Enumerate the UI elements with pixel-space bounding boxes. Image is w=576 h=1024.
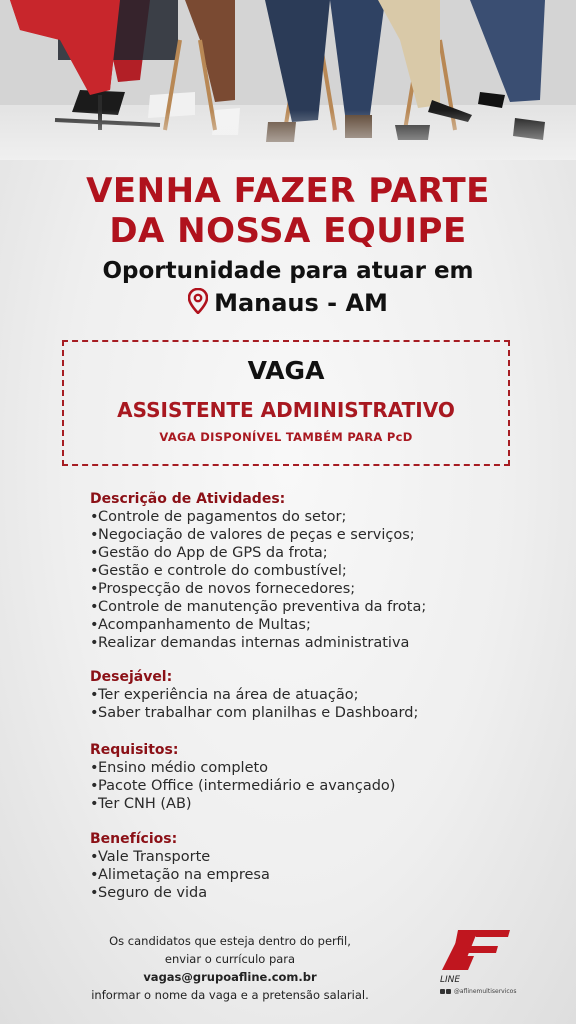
instagram-icon	[446, 989, 451, 994]
list-item: •Saber trabalhar com planilhas e Dashboard;	[90, 705, 419, 721]
social-handle: @aflinemultiservicos	[440, 988, 516, 995]
header-photo	[0, 0, 576, 160]
list-item: •Realizar demandas internas administrativa	[90, 635, 410, 651]
logo-word: LINE	[440, 975, 461, 984]
footer-line-4: informar o nome da vaga e a pretensão salarial.	[91, 988, 369, 1002]
section-title-descricao: Descrição de Atividades:	[90, 491, 286, 507]
list-item: •Ensino médio completo	[90, 760, 269, 776]
list-item: •Gestão do App de GPS da frota;	[90, 545, 328, 561]
vaga-pcd-note: VAGA DISPONÍVEL TAMBÉM PARA PcD	[159, 430, 413, 444]
list-item: •Ter experiência na área de atuação;	[90, 687, 359, 703]
vaga-label: VAGA	[247, 356, 325, 385]
footer-line-2: enviar o currículo para	[164, 952, 296, 966]
headline-line-2: DA NOSSA EQUIPE	[109, 211, 467, 251]
list-item: •Negociação de valores de peças e serviços;	[90, 527, 415, 543]
list-item: •Vale Transporte	[90, 849, 211, 865]
location-text: Manaus - AM	[214, 289, 388, 317]
list-item: •Pacote Office (intermediário e avançado)	[90, 778, 396, 794]
map-pin-icon	[188, 288, 208, 320]
list-item: •Gestão e controle do combustível;	[90, 563, 347, 579]
list-item: •Prospecção de novos fornecedores;	[90, 581, 356, 597]
list-item: •Alimetação na empresa	[90, 867, 270, 883]
subtitle: Oportunidade para atuar em	[102, 258, 474, 284]
section-beneficios	[90, 830, 530, 902]
vaga-box	[62, 340, 510, 466]
section-descricao	[90, 490, 530, 652]
list-item: •Acompanhamento de Multas;	[90, 617, 311, 633]
vaga-title: ASSISTENTE ADMINISTRATIVO	[117, 398, 455, 422]
location	[0, 288, 576, 320]
section-requisitos	[90, 741, 530, 813]
facebook-icon	[440, 989, 445, 994]
email-link[interactable]: vagas@grupoafline.com.br	[143, 970, 317, 984]
section-desejavel	[90, 668, 530, 722]
list-item: •Seguro de vida	[90, 885, 208, 901]
headline-line-1: VENHA FAZER PARTE	[86, 171, 490, 211]
section-title-desejavel: Desejável:	[90, 669, 173, 685]
footer-instructions	[60, 932, 400, 1004]
list-item: •Controle de manutenção preventiva da frota;	[90, 599, 427, 615]
list-item: •Controle de pagamentos do setor;	[90, 509, 347, 525]
footer-line-1: Os candidatos que esteja dentro do perfil,	[109, 934, 351, 948]
section-title-beneficios: Benefícios:	[90, 831, 178, 847]
company-logo	[438, 926, 512, 984]
section-title-requisitos: Requisitos:	[90, 742, 179, 758]
list-item: •Ter CNH (AB)	[90, 796, 192, 812]
